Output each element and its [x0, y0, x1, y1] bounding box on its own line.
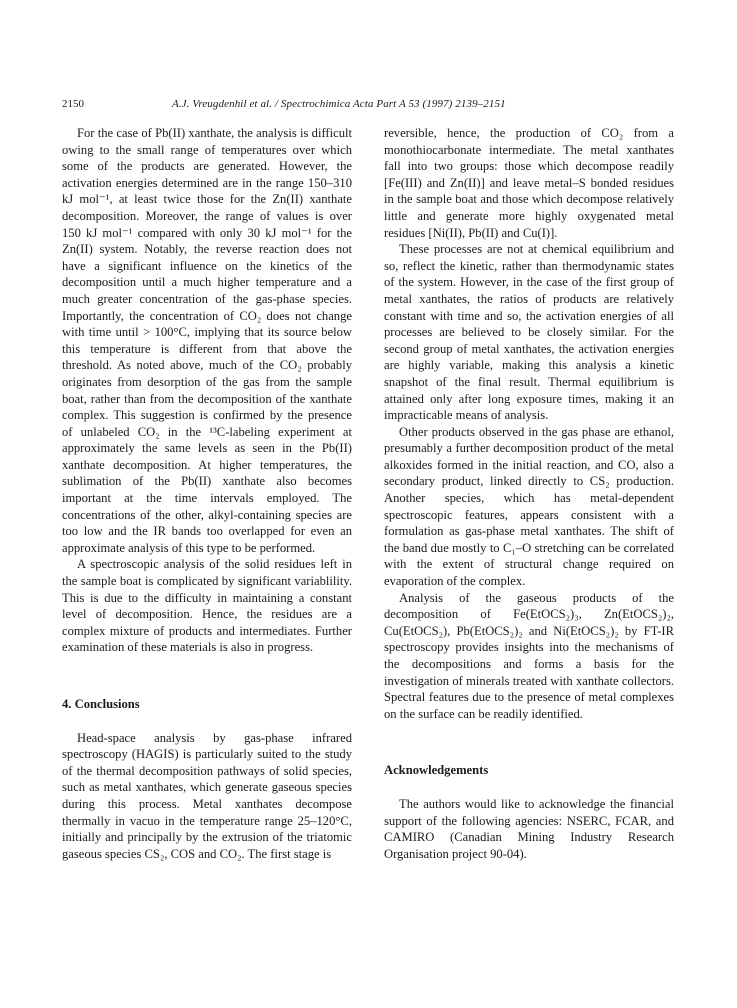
paragraph: reversible, hence, the production of CO₂ from a monothiocarbonate intermediate. The metal xanthates fall into two groups: those which decompose readily [Fe(III) and Zn(II)] and leave metal–S bonded residues in the sample boat and those which decompose relatively little and generate more highly oxygenated metal residues [Ni(II), Pb(II) and Cu(I)].	[384, 126, 674, 240]
paragraph: Head-space analysis by gas-phase infrared spectroscopy (HAGIS) is particularly suited to the study of the thermal decomposition pathways of solid species, such as metal xanthates, which generate gaseous species during this process. Metal xanthates decompose thermally in vacuo in the temperature range 25–120°C, initially and principally by the extrusion of the triatomic gaseous species CS₂, COS and CO₂. The first stage is	[62, 730, 352, 861]
paragraph: A spectroscopic analysis of the solid residues left in the sample boat is complicated by significant variablility. This is due to the difficulty in maintaining a constant level of decomposition. Hence, the residues are a complex mixture of products and intermediates. Further examination of these materials is also in progress.	[62, 557, 352, 655]
paragraph: The authors would like to acknowledge the financial support of the following agencies: NSERC, FCAR, and CAMIRO (Canadian Mining Industry Research Organisation project 90-04).	[384, 796, 674, 861]
section-heading-acknowledgements: Acknowledgements	[384, 763, 489, 778]
right-column	[384, 125, 674, 862]
section-heading-conclusions: 4. Conclusions	[62, 697, 140, 711]
page-number: 2150	[62, 98, 84, 110]
paragraph: Analysis of the gaseous products of the decomposition of Fe(EtOCS₂)₃, Zn(EtOCS₂)₂, Cu(EtOCS₂), Pb(EtOCS₂)₂ and Ni(EtOCS₂)₂ by FT-IR spectroscopy provides insights into the mechanisms of the decompositions and forms a basis for the investigation of minerals treated with xanthate collectors. Spectral features due to the presence of metal complexes on the surface can be readily identified.	[384, 590, 674, 721]
running-header	[62, 98, 676, 114]
running-head-citation: A.J. Vreugdenhil et al. / Spectrochimica Acta Part A 53 (1997) 2139–2151	[172, 98, 506, 110]
paragraph: For the case of Pb(II) xanthate, the analysis is difficult owing to the small range of temperatures over which some of the products are generated. However, the activation energies determined are in the range 150–310 kJ mol⁻¹, at least twice those for the Zn(II) xanthate decomposition. Moreover, the range of values is over 150 kJ mol⁻¹ compared with only 30 kJ mol⁻¹ for the Zn(II) system. Notably, the reverse reaction does not have a significant influence on the kinetics of the decomposition until a much higher temperature and a much greater concentration of the gas-phase species. Importantly, the concentration of CO₂ does not change with time until > 100°C, implying that its source below this temperature is different from that above the threshold. As noted above, much of the CO₂ probably originates from desorption of the gas from the sample boat, rather than from the decomposition of the xanthate complex. This suggestion is confirmed by the presence of unlabeled CO₂ in the ¹³C-labeling experiment at approximately the same levels as seen in the Pb(II) xanthate decomposition. At higher temperatures, the sublimation of the Pb(II) xanthate also becomes important at the time intervals employed. The concentrations of the other, alkyl-containing species are too low and the IR bands too overlapped for even an approximate analysis of this type to be performed.	[62, 126, 352, 555]
left-column	[62, 125, 352, 862]
paragraph: Other products observed in the gas phase are ethanol, presumably a further decomposition product of the metal alkoxides formed in the initial reaction, and CO, also a secondary product, linked directly to CS₂ production. Another species, which has metal-dependent spectroscopic features, appears consistent with a formulation as gas-phase metal xanthates. The shift of the band due mostly to C₁–O stretching can be correlated with the extent of structural change required on evaporation of the complex.	[384, 424, 674, 589]
paragraph: These processes are not at chemical equilibrium and so, reflect the kinetic, rather than thermodynamic states of the system. However, in the case of the first group of metal xanthates, the ratios of products are relatively constant with time and so, the activation energies of all processes are believed to be closely similar. For the second group of metal xanthates, the activation energies are highly variable, making this analysis a kinetic snapshot of the final result. Thermal equilibrium is attained only after long exposure times, making it an impracticable means of analysis.	[384, 242, 674, 423]
